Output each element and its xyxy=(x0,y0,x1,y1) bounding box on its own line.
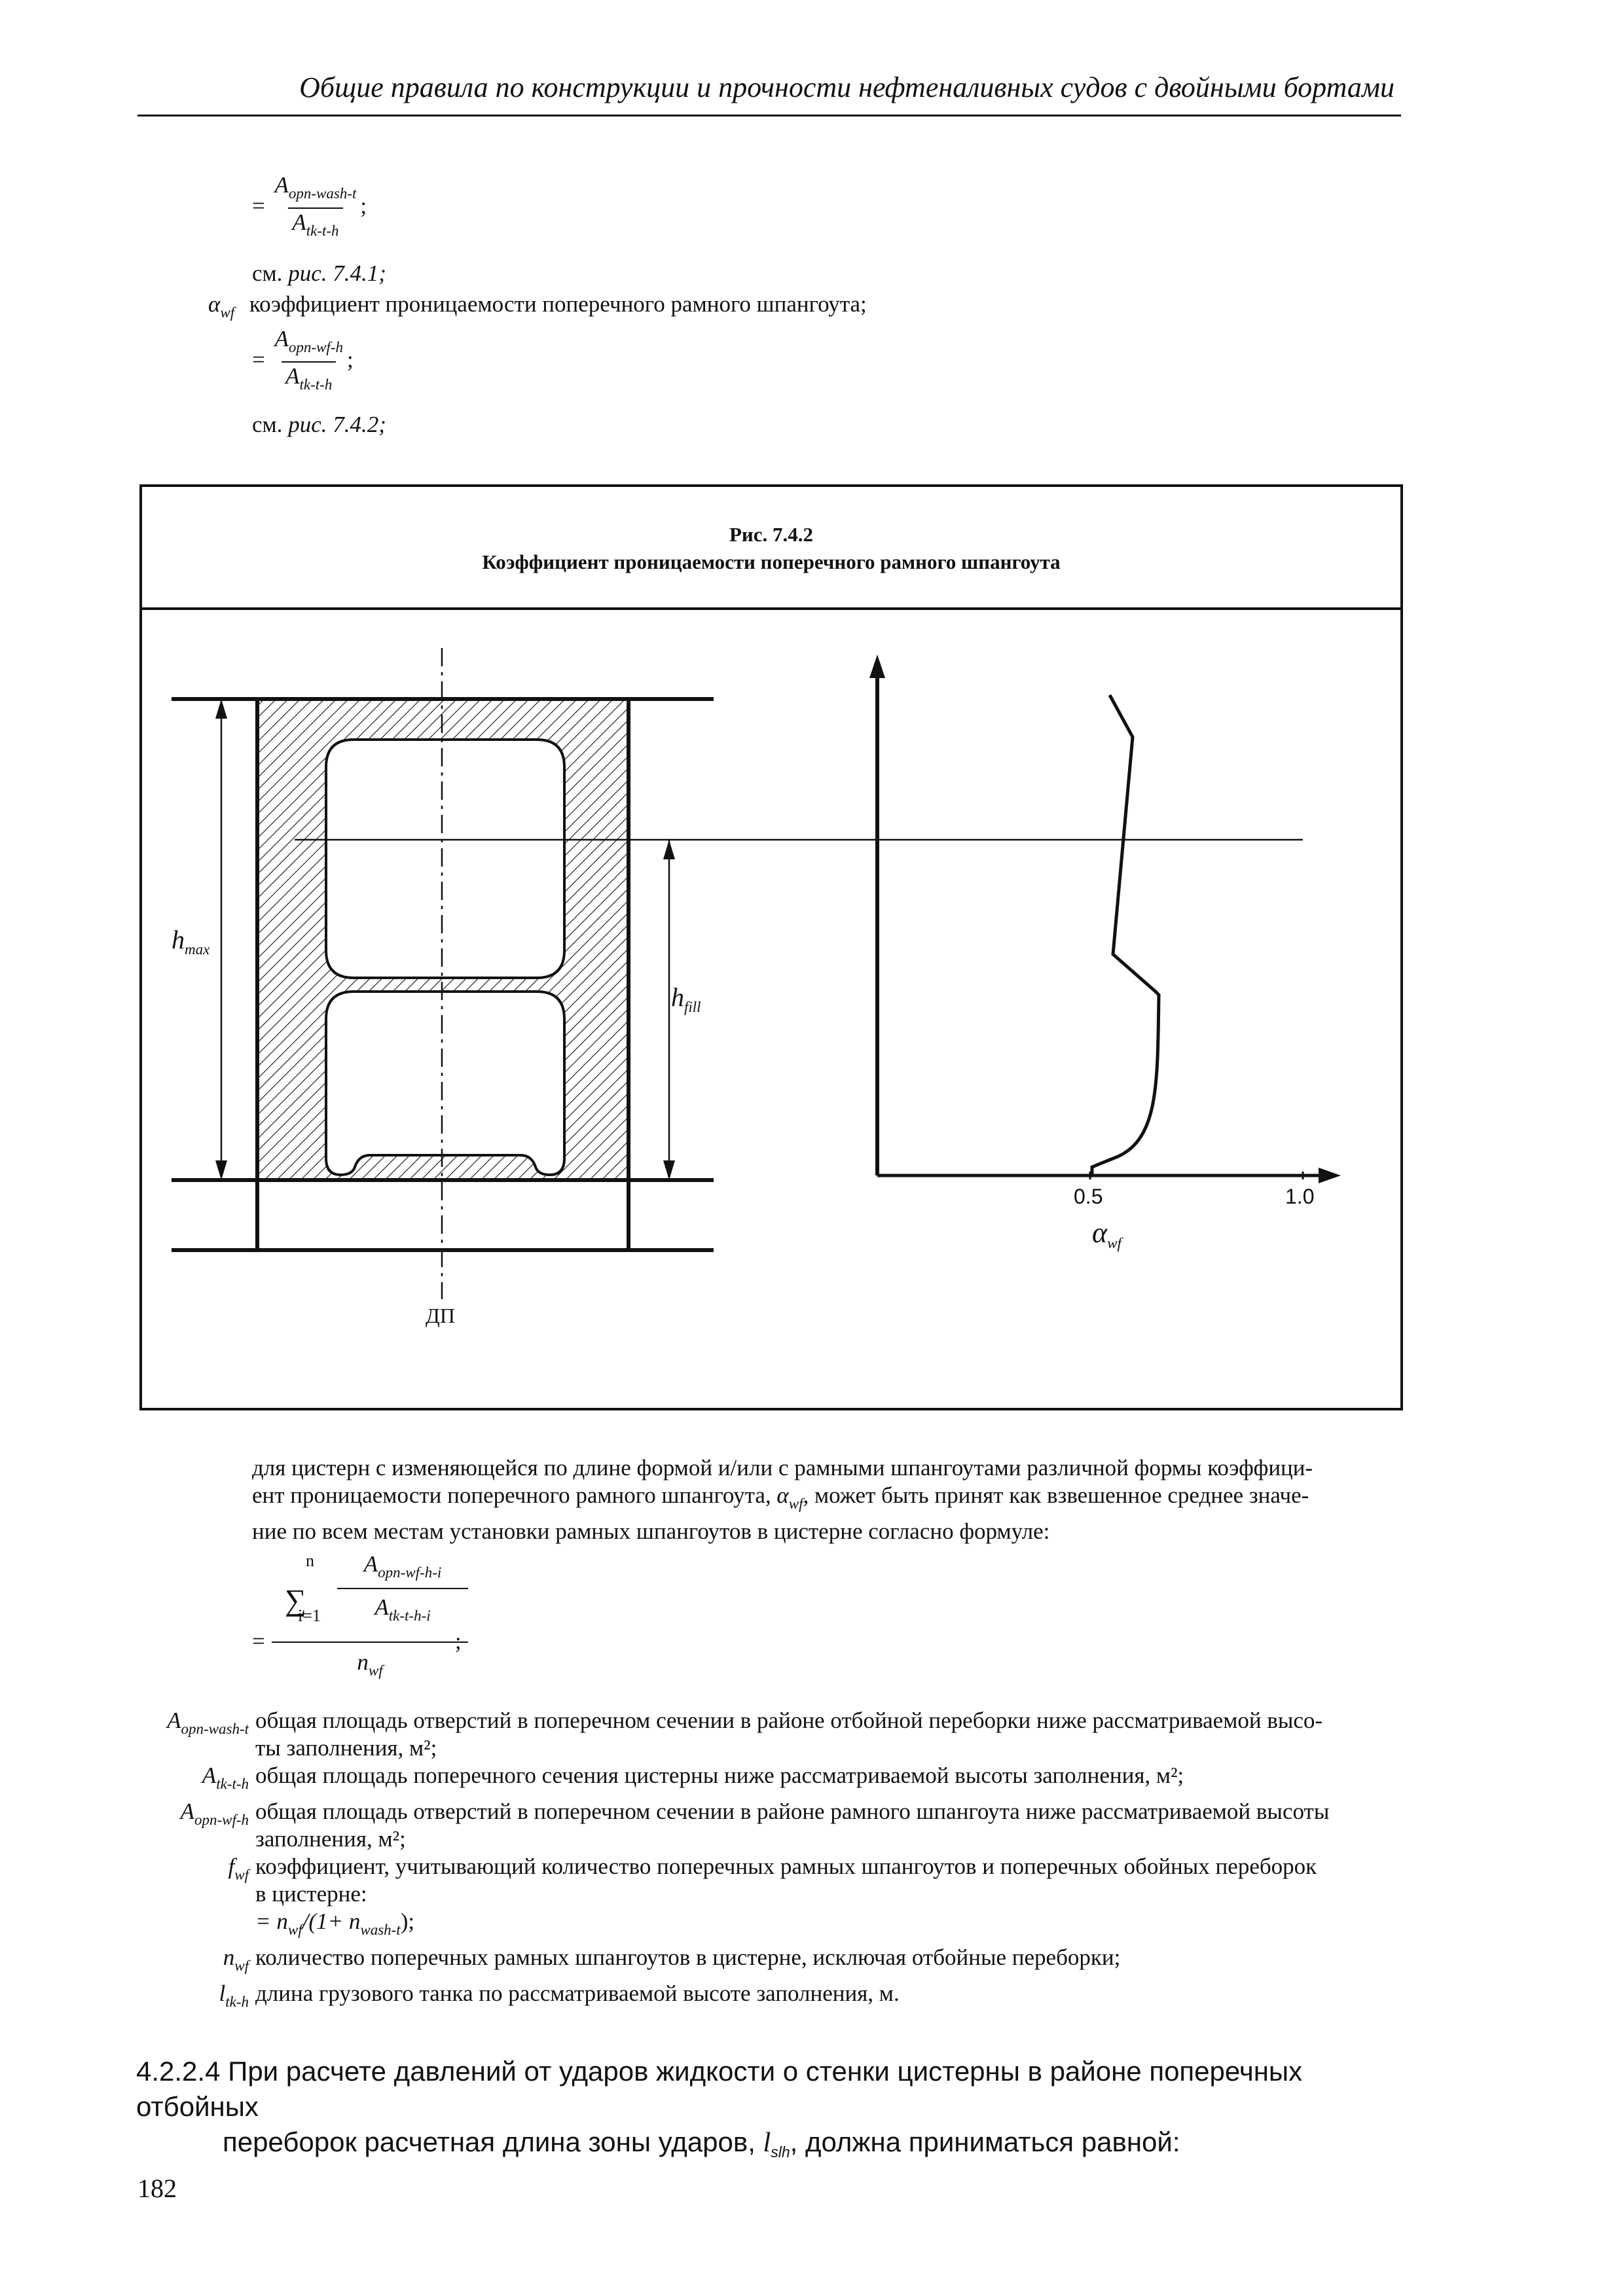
def-text: общая площадь отверстий в поперечном сечении в районе отбойной переборки ниже рассматриваемой высо- xyxy=(255,1708,1323,1733)
fwf-formula: = $n_{wf}/(1+ n_{wash-t})$; xyxy=(255,1909,415,1938)
denominator-sub: tk-t-h xyxy=(299,376,333,393)
def-body xyxy=(255,1853,1404,1944)
def-body xyxy=(255,1707,1404,1762)
graph-y-arrow xyxy=(869,655,885,678)
alpha-symbol: α xyxy=(776,1482,789,1508)
fig-link[interactable]: рис. 7.4.2; xyxy=(288,412,386,437)
alpha-wf-curve xyxy=(1092,695,1159,1175)
den-symbol: A xyxy=(374,1594,389,1620)
def-item xyxy=(147,1798,1404,1853)
sum-numerator xyxy=(337,1551,468,1581)
axis-label-alpha xyxy=(1092,1216,1122,1252)
def-body xyxy=(255,1980,1404,2016)
big-den-sub: wf xyxy=(368,1662,383,1679)
def-cont: заполнения, м²; xyxy=(255,1826,406,1852)
hfill-symbol: h xyxy=(671,982,684,1012)
den-sub: tk-t-h-i xyxy=(388,1607,431,1624)
ref-prefix: см. xyxy=(252,260,283,286)
figure-caption: Коэффициент проницаемости поперечного рамного шпангоута xyxy=(482,550,1061,573)
denominator-symbol: A xyxy=(285,363,300,389)
def-symbol: $n_{wf}$ xyxy=(223,1945,249,1974)
def-text: коэффициент проницаемости поперечного рамного шпангоута; xyxy=(249,291,867,317)
para-line-3: ние по всем местам установки рамных шпангоутов в цистерне согласно формуле: xyxy=(252,1518,1050,1544)
para-line-2b: , может быть принят как взвешенное среднее значе- xyxy=(803,1482,1309,1508)
page-number: 182 xyxy=(137,2174,177,2203)
numerator-symbol: A xyxy=(274,326,289,351)
big-denominator xyxy=(337,1649,403,1679)
formula-weighted-sum xyxy=(252,1551,468,1702)
section-line-1 xyxy=(136,2054,1406,2125)
def-item xyxy=(147,1707,1404,1762)
para-line-1: для цистерн с изменяющейся по длине формой и/или с рамными шпангоутами различной формы коэффици- xyxy=(252,1455,1313,1480)
hmax-sub: max xyxy=(185,941,210,958)
def-text: общая площадь отверстий в поперечном сечении в районе рамного шпангоута ниже рассматриваемой высоты xyxy=(255,1799,1330,1824)
def-symbol: $A_{opn-wf-h}$ xyxy=(180,1799,249,1828)
def-body xyxy=(255,1762,1404,1798)
big-den-symbol: n xyxy=(357,1649,369,1675)
def-item xyxy=(147,1853,1404,1944)
section-line-2 xyxy=(136,2125,1406,2170)
upper-opening xyxy=(326,740,564,978)
def-text: длина грузового танка по рассматриваемой высоте заполнения, м. xyxy=(255,1981,900,2006)
def-cont: в цистерне: xyxy=(255,1881,367,1907)
def-text: коэффициент, учитывающий количество поперечных рамных шпангоутов и поперечных обойных переборок xyxy=(255,1854,1317,1879)
lslh-sub: slh xyxy=(771,2144,790,2161)
def-symbol: $A_{opn-wash-t}$ xyxy=(167,1708,249,1737)
num-symbol: A xyxy=(363,1551,378,1577)
lower-opening xyxy=(326,992,564,1175)
section-text-2b: , должна приниматься равной: xyxy=(790,2126,1180,2157)
running-header: Общие правила по конструкции и прочности нефтеналивных судов с двойными бортами xyxy=(299,71,1395,103)
figure-number: Рис. 7.4.2 xyxy=(729,523,814,546)
section-4-2-2-4 xyxy=(136,2054,1406,2170)
def-item xyxy=(147,1980,1404,2016)
equals-sign: = xyxy=(252,1628,265,1654)
def-cont: ты заполнения, м²; xyxy=(255,1735,437,1761)
hfill-arrow-top xyxy=(663,840,675,859)
tick-label-05: 0.5 xyxy=(1074,1185,1103,1208)
axis-alpha-sub: wf xyxy=(1107,1235,1122,1251)
ref-prefix: см. xyxy=(252,412,283,437)
denominator-symbol: A xyxy=(292,209,306,235)
graph-x-arrow xyxy=(1319,1168,1341,1183)
semicolon: ; xyxy=(360,193,367,219)
label-hmax xyxy=(172,924,210,958)
def-text: количество поперечных рамных шпангоутов в цистерне, исключая отбойные переборки; xyxy=(255,1945,1121,1970)
para-line-2a: ент проницаемости поперечного рамного шпангоута, xyxy=(252,1482,771,1508)
label-hfill xyxy=(671,982,701,1016)
sum-denominator xyxy=(337,1594,468,1624)
def-symbol: $f_{wf}$ xyxy=(228,1854,249,1883)
section-text-2a: переборок расчетная длина зоны ударов, xyxy=(223,2126,756,2157)
definitions-list xyxy=(147,1707,1404,2016)
hfill-sub: fill xyxy=(684,999,701,1015)
numerator-sub: opn-wash-t xyxy=(288,185,357,202)
def-body xyxy=(255,1798,1404,1853)
fig-link[interactable]: рис. 7.4.1; xyxy=(288,260,386,286)
def-text: общая площадь поперечного сечения цистерны ниже рассматриваемой высоты заполнения, м²; xyxy=(255,1763,1184,1788)
semicolon: ; xyxy=(346,347,354,373)
para-line-2 xyxy=(252,1482,1404,1518)
numerator-symbol: A xyxy=(274,172,289,198)
equals-sign: = xyxy=(252,193,265,219)
outer-fraction-bar xyxy=(272,1641,468,1643)
denominator-sub: tk-t-h xyxy=(306,223,339,239)
section-number: 4.2.2.4 xyxy=(136,2056,221,2087)
num-sub: opn-wf-h-i xyxy=(378,1564,442,1581)
hmax-arrow-top xyxy=(215,699,227,719)
equals-sign: = xyxy=(252,347,265,373)
def-symbol: $l_{tk-h}$ xyxy=(219,1981,249,2010)
def-symbol: $A_{tk-t-h}$ xyxy=(202,1763,249,1792)
alpha-sub: wf xyxy=(788,1496,803,1512)
web-frame-hatched xyxy=(257,699,629,1180)
axis-alpha-symbol: α xyxy=(1092,1217,1108,1249)
alpha-sub: wf xyxy=(220,304,235,321)
def-item xyxy=(147,1762,1404,1798)
sum-lower: i=1 xyxy=(298,1606,321,1625)
sum-sign: ∑ xyxy=(285,1583,306,1617)
hfill-arrow-bottom xyxy=(663,1160,675,1180)
alpha-symbol: α xyxy=(208,291,221,317)
sum-upper: n xyxy=(306,1551,314,1570)
label-dp: ДП xyxy=(426,1304,455,1327)
def-body xyxy=(255,1944,1404,1980)
def-item xyxy=(147,1944,1404,1980)
tick-label-10: 1.0 xyxy=(1285,1185,1315,1208)
paragraph-weighted-average xyxy=(252,1454,1404,1545)
inner-fraction-bar xyxy=(337,1588,468,1589)
hmax-arrow-bottom xyxy=(215,1160,227,1180)
semicolon: ; xyxy=(455,1628,462,1654)
lslh-symbol: l xyxy=(763,2128,771,2158)
section-text-1: При расчете давлений от ударов жидкости о стенки цистерны в районе поперечных отбойных xyxy=(136,2056,1303,2122)
hmax-symbol: h xyxy=(172,925,185,954)
numerator-sub: opn-wf-h xyxy=(288,339,343,355)
